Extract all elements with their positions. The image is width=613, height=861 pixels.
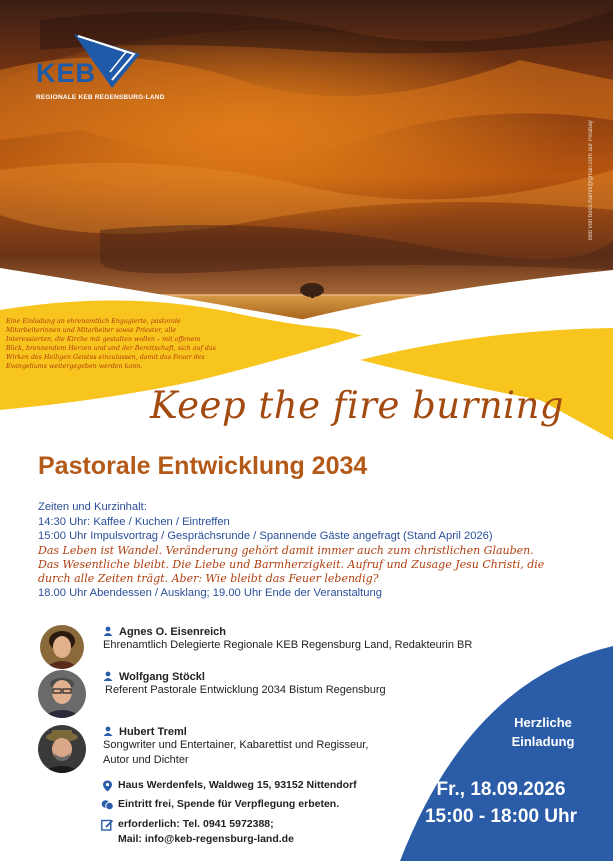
coins-icon [101,799,114,811]
speaker-3-desc-2: Autor und Dichter [103,753,189,766]
speaker-1-name: Agnes O. Eisenreich [119,626,226,638]
mail-text[interactable]: Mail: info@keb-regensburg-land.de [118,833,294,845]
schedule-line-2: 15:00 Uhr Impulsvortrag / Gesprächsrunde / Spannende Gäste angefragt (Stand April 2026) [38,530,493,542]
page-title: Pastorale Entwicklung 2034 [38,452,368,480]
speaker-1 [103,626,472,653]
schedule-heading: Zeiten und Kurzinhalt: [38,501,147,513]
event-date [396,776,606,830]
person-icon [103,626,113,636]
invitation-line-2: Einladung [511,734,575,749]
invitation-line-1: Herzliche [514,715,572,730]
speaker-2 [103,671,386,698]
edit-form-icon [101,819,114,831]
schedule-line-1: 14:30 Uhr: Kaffee / Kuchen / Eintreffen [38,515,230,528]
slogan: Keep the fire burning [150,384,564,427]
schedule-quote: Das Leben ist Wandel. Veränderung gehört damit immer auch zum christlichen Glauben. Das Wesentliche bleibt. Die Liebe und Barmherzigkeit. Aufruf und Zusage Jesu Christi, die durch alle Zeiten trägt. Aber: Wie bleibt das Feuer lebendig? [38,543,545,586]
person-icon [103,671,113,681]
speaker-3-desc-1: Songwriter und Entertainer, Kabarettist und Regisseur, [103,739,369,751]
logo-subtitle: REGIONALE KEB REGENSBURG-LAND [36,94,165,101]
event-day: Fr., 18.09.2026 [436,779,566,800]
speaker-3-name: Hubert Treml [119,726,187,738]
speaker-2-name: Wolfgang Stöckl [119,671,205,683]
intro-text: Eine Einladung an ehrenamtlich Engagierte, pastorale Mitarbeiterinnen und Mitarbeiter sowie Priester, alle Interessierten, die Kirche mit gestalten wollen – mit offenem Blick, brennendem Herzen und und der Bereitschaft, sich auf das Wirken des Heiligen Geistes einzulassen, damit das Feuer des Evangeliums weitergegeben werden kann. [6,318,216,370]
avatar-treml [38,725,86,773]
photo-credit: Bild von bess.hamiti@gmail.com auf Pixabay [588,120,594,240]
avatar-eisenreich [40,625,84,669]
speaker-1-desc: Ehrenamtlich Delegierte Regionale KEB Regensburg Land, Redakteurin BR [103,639,473,651]
avatar-stoeckl [38,670,86,718]
event-time: 15:00 - 18:00 Uhr [424,806,578,827]
speaker-3 [103,726,368,767]
location-text: Haus Werdenfels, Waldweg 15, 93152 Nittendorf [118,779,357,791]
entry-text: Eintritt frei, Spende für Verpflegung erbeten. [118,798,340,810]
registration-text: erforderlich: Tel. 0941 5972388; [118,818,274,830]
person-icon [103,726,113,736]
invitation-label [488,713,598,751]
logo-text: KEB [36,58,97,88]
schedule [38,500,568,601]
location-pin-icon [102,780,113,792]
speaker-2-desc: Referent Pastorale Entwicklung 2034 Bistum Regensburg [105,684,386,696]
schedule-line-3: 18.00 Uhr Abendessen / Ausklang; 19.00 Uhr Ende der Veranstaltung [38,587,382,600]
